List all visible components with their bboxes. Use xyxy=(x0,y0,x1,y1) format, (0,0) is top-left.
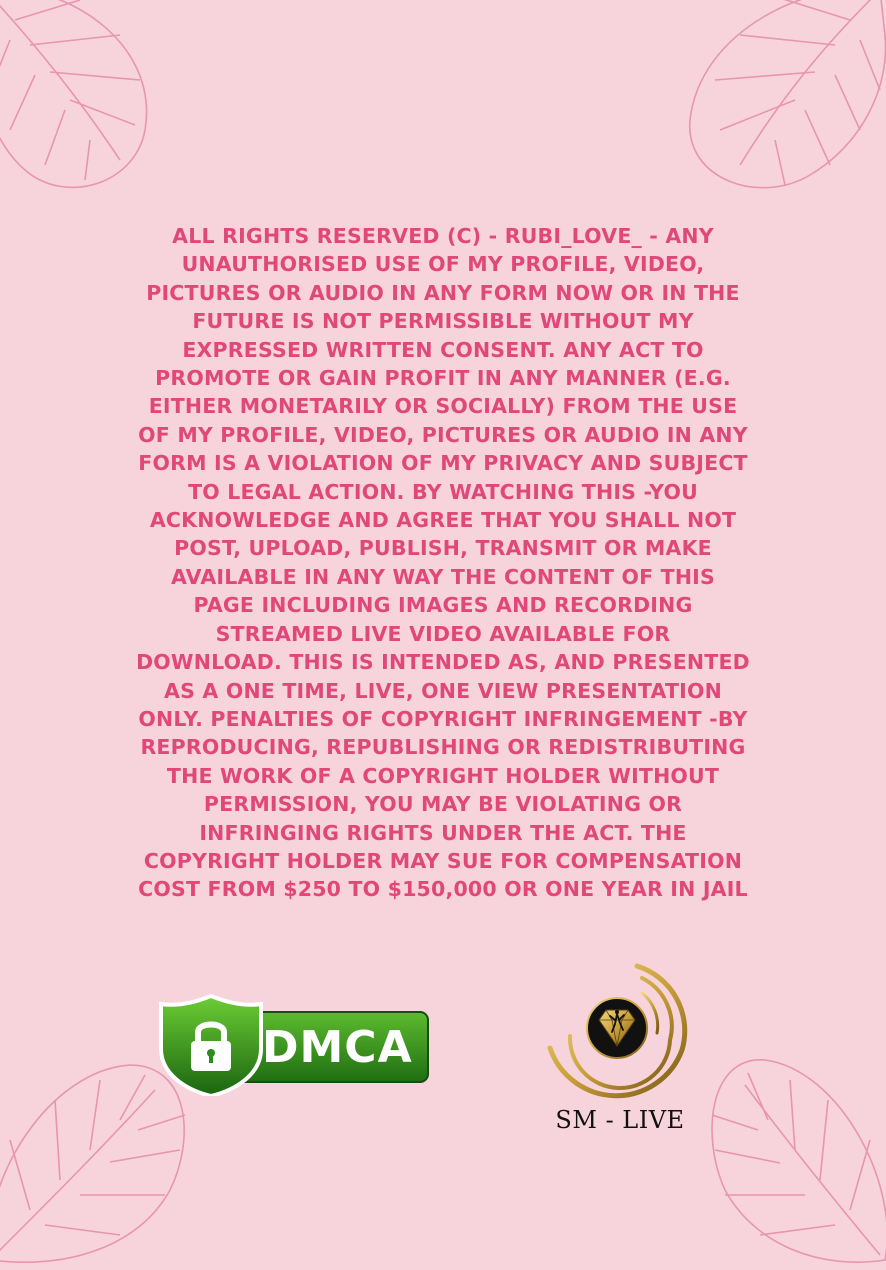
notice-line: POST, UPLOAD, PUBLISH, TRANSMIT OR MAKE xyxy=(174,536,712,561)
notice-line: EXPRESSED WRITTEN CONSENT. ANY ACT TO xyxy=(182,337,704,362)
notice-line: THE WORK OF A COPYRIGHT HOLDER WITHOUT xyxy=(166,763,720,788)
notice-line: REPRODUCING, REPUBLISHING OR REDISTRIBUTING xyxy=(140,735,746,760)
smlive-label: SM - LIVE xyxy=(555,1106,685,1134)
copyright-notice xyxy=(60,222,826,904)
notice-line: PERMISSION, YOU MAY BE VIOLATING OR xyxy=(203,792,683,817)
leaf-decoration-bottom-right-icon xyxy=(700,1045,886,1270)
dmca-label: DMCA xyxy=(262,1022,413,1073)
smlive-logo xyxy=(542,958,692,1108)
notice-line: DOWNLOAD. THIS IS INTENDED AS, AND PRESENTED xyxy=(136,650,750,675)
leaf-decoration-top-right-icon xyxy=(670,0,886,205)
notice-line: PICTURES OR AUDIO IN ANY FORM NOW OR IN THE xyxy=(146,280,740,305)
notice-line: FUTURE IS NOT PERMISSIBLE WITHOUT MY xyxy=(192,309,694,334)
notice-line: FORM IS A VIOLATION OF MY PRIVACY AND SUBJECT xyxy=(138,451,748,476)
notice-line: COPYRIGHT HOLDER MAY SUE FOR COMPENSATION xyxy=(143,848,743,873)
notice-line: ACKNOWLEDGE AND AGREE THAT YOU SHALL NOT xyxy=(149,508,737,533)
notice-line: EITHER MONETARILY OR SOCIALLY) FROM THE USE xyxy=(148,394,738,419)
notice-line: AVAILABLE IN ANY WAY THE CONTENT OF THIS xyxy=(171,564,715,589)
notice-line: ALL RIGHTS RESERVED (C) - RUBI_LOVE_ - ANY xyxy=(172,224,714,248)
notice-line: COST FROM $250 TO $150,000 OR ONE YEAR IN JAIL xyxy=(138,877,748,902)
notice-line: STREAMED LIVE VIDEO AVAILABLE FOR xyxy=(215,621,671,646)
notice-line: ONLY. PENALTIES OF COPYRIGHT INFRINGEMENT -BY xyxy=(138,706,748,731)
notice-line: OF MY PROFILE, VIDEO, PICTURES OR AUDIO IN ANY xyxy=(138,422,748,447)
notice-line: PROMOTE OR GAIN PROFIT IN ANY MANNER (E.G. xyxy=(155,366,731,391)
notice-line: AS A ONE TIME, LIVE, ONE VIEW PRESENTATION xyxy=(164,678,722,703)
notice-line: UNAUTHORISED USE OF MY PROFILE, VIDEO, xyxy=(181,252,705,277)
notice-line: TO LEGAL ACTION. BY WATCHING THIS -YOU xyxy=(188,479,698,504)
leaf-decoration-top-left-icon xyxy=(0,0,170,200)
notice-line: INFRINGING RIGHTS UNDER THE ACT. THE xyxy=(199,820,687,845)
notice-line: PAGE INCLUDING IMAGES AND RECORDING xyxy=(193,593,693,618)
